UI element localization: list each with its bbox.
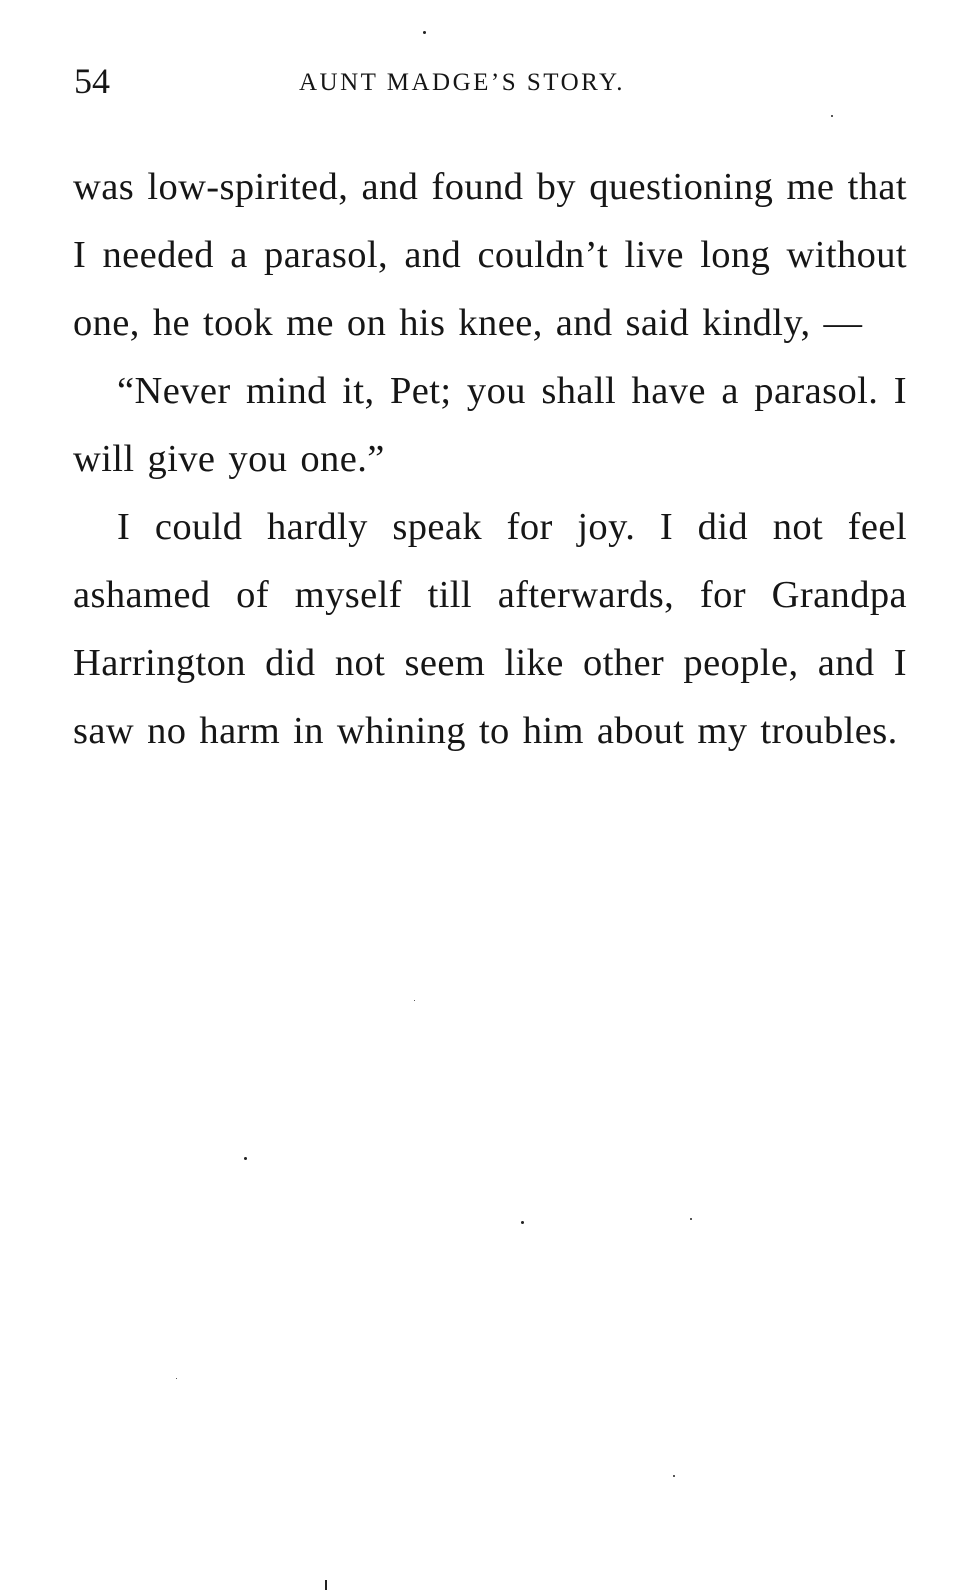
body-text: [73, 153, 907, 765]
scan-speck: [423, 31, 426, 34]
scan-speck: [673, 1475, 675, 1477]
paragraph-narration: I could hardly speak for joy. I did not feel ashamed of myself till afterwards, for Grandpa Harrington did not seem like other people, and I saw no harm in whining to him about my troubles.: [73, 506, 907, 752]
scan-speck: [414, 1000, 415, 1001]
running-title: AUNT MADGE’S STORY.: [299, 69, 626, 96]
scan-speck: [325, 1580, 327, 1590]
paragraph-continued: was low-spirited, and found by questioning me that I needed a parasol, and couldn’t live long without one, he took me on his knee, and said kindly, —: [73, 166, 907, 344]
page-header: [74, 56, 906, 106]
page-number: 54: [74, 61, 110, 101]
scan-speck: [521, 1221, 524, 1224]
scan-speck: [690, 1218, 692, 1220]
scan-speck: [831, 115, 833, 117]
scan-speck: [244, 1157, 247, 1160]
scan-speck: [176, 1378, 177, 1379]
paragraph-dialogue: “Never mind it, Pet; you shall have a parasol. I will give you one.”: [73, 370, 907, 480]
